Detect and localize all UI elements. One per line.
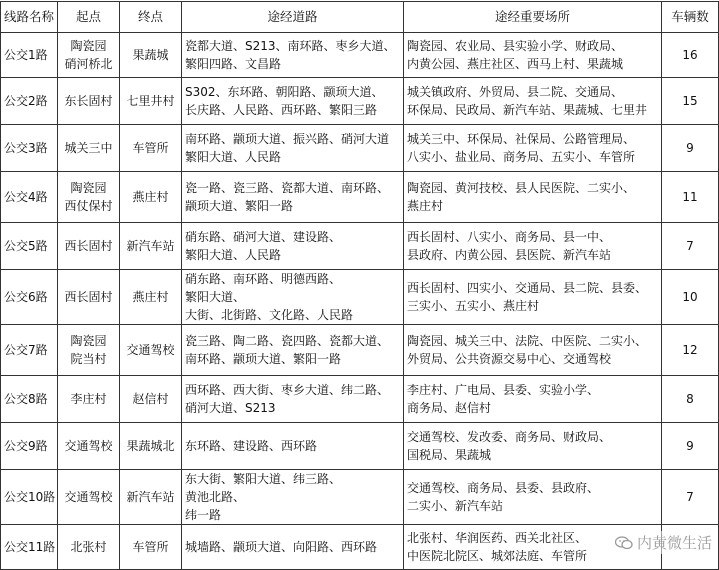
table-row xyxy=(1,125,719,172)
vehicle-count-cell: 12 xyxy=(662,325,719,376)
watermark-text: 内黄微生活 xyxy=(636,534,712,552)
route-name-cell: 公交6路 xyxy=(1,270,58,325)
end-cell: 果蔬城 xyxy=(120,33,182,78)
roads-cell: 瓷一路、瓷三路、瓷都大道、南环路、 颛顼大道、繁阳一路 xyxy=(182,172,404,223)
places-cell: 城关镇政府、外贸局、县二院、交通局、 环保局、民政局、新汽车站、果蔬城、七里井 xyxy=(404,78,662,125)
route-name-cell: 公交8路 xyxy=(1,376,58,423)
table-row xyxy=(1,270,719,325)
roads-cell: 硝东路、南环路、明德西路、繁阳大道、 大街、北街路、文化路、人民路 xyxy=(182,270,404,325)
start-cell: 陶瓷园 西仗保村 xyxy=(58,172,120,223)
end-cell: 赵信村 xyxy=(120,376,182,423)
start-cell: 西长固村 xyxy=(58,270,120,325)
end-cell: 车管所 xyxy=(120,525,182,570)
vehicle-count-cell: 16 xyxy=(662,33,719,78)
table-row xyxy=(1,376,719,423)
vehicle-count-cell: 8 xyxy=(662,376,719,423)
end-cell: 果蔬城北 xyxy=(120,423,182,470)
route-name-cell: 公交11路 xyxy=(1,525,58,570)
roads-cell: 东环路、建设路、西环路 xyxy=(182,423,404,470)
route-name-cell: 公交1路 xyxy=(1,33,58,78)
header-end: 终点 xyxy=(120,2,182,33)
start-cell: 东长固村 xyxy=(58,78,120,125)
watermark xyxy=(612,531,715,554)
roads-cell: 瓷都大道、S213、南环路、枣乡大道、 繁阳四路、文昌路 xyxy=(182,33,404,78)
route-name-cell: 公交5路 xyxy=(1,223,58,270)
places-cell: 交通驾校、发改委、商务局、财政局、 国税局、果蔬城 xyxy=(404,423,662,470)
end-cell: 新汽车站 xyxy=(120,223,182,270)
table-row xyxy=(1,525,719,570)
start-cell: 城关三中 xyxy=(58,125,120,172)
end-cell: 交通驾校 xyxy=(120,325,182,376)
start-cell: 北张村 xyxy=(58,525,120,570)
header-places: 途经重要场所 xyxy=(404,2,662,33)
roads-cell: 南环路、颛顼大道、振兴路、硝河大道 繁阳大道、人民路 xyxy=(182,125,404,172)
vehicle-count-cell: 9 xyxy=(662,423,719,470)
route-name-cell: 公交7路 xyxy=(1,325,58,376)
table-row xyxy=(1,223,719,270)
table-row xyxy=(1,470,719,525)
header-roads: 途经道路 xyxy=(182,2,404,33)
places-cell: 陶瓷园、黄河技校、县人民医院、二实小、 燕庄村 xyxy=(404,172,662,223)
end-cell: 燕庄村 xyxy=(120,172,182,223)
start-cell: 陶瓷园 硝河桥北 xyxy=(58,33,120,78)
table-header-row xyxy=(1,2,719,33)
route-name-cell: 公交9路 xyxy=(1,423,58,470)
roads-cell: 城墙路、颛顼大道、向阳路、西环路 xyxy=(182,525,404,570)
header-start: 起点 xyxy=(58,2,120,33)
start-cell: 交通驾校 xyxy=(58,470,120,525)
roads-cell: 东大街、繁阳大道、纬三路、黄池北路、 纬一路 xyxy=(182,470,404,525)
roads-cell: 西环路、西大街、枣乡大道、纬二路、 硝河大道、S213 xyxy=(182,376,404,423)
places-cell: 北张村、华润医药、西关北社区、 中医院北院区、城郊法庭、车管所 xyxy=(404,525,662,570)
vehicle-count-cell: 9 xyxy=(662,125,719,172)
route-name-cell: 公交10路 xyxy=(1,470,58,525)
places-cell: 西长固村、四实小、交通局、县二院、县委、 三实小、五实小、燕庄村 xyxy=(404,270,662,325)
vehicle-count-cell: 10 xyxy=(662,270,719,325)
table-row xyxy=(1,78,719,125)
places-cell: 城关三中、环保局、社保局、公路管理局、 八实小、盐业局、商务局、五实小、车管所 xyxy=(404,125,662,172)
route-name-cell: 公交3路 xyxy=(1,125,58,172)
bus-routes-table xyxy=(0,1,719,570)
start-cell: 李庄村 xyxy=(58,376,120,423)
roads-cell: 瓷三路、陶二路、瓷四路、瓷都大道、 南环路、颛顼大道、繁阳一路 xyxy=(182,325,404,376)
route-name-cell: 公交2路 xyxy=(1,78,58,125)
places-cell: 西长固村、八实小、商务局、县一中、 县政府、内黄公园、县医院、新汽车站 xyxy=(404,223,662,270)
places-cell: 陶瓷园、城关三中、法院、中医院、二实小、 外贸局、公共资源交易中心、交通驾校 xyxy=(404,325,662,376)
start-cell: 交通驾校 xyxy=(58,423,120,470)
places-cell: 交通驾校、商务局、县委、县政府、 二实小、新汽车站 xyxy=(404,470,662,525)
start-cell: 西长固村 xyxy=(58,223,120,270)
header-route-name: 线路名称 xyxy=(1,2,58,33)
start-cell: 陶瓷园 院当村 xyxy=(58,325,120,376)
wechat-icon xyxy=(615,536,633,550)
table-row xyxy=(1,325,719,376)
end-cell: 燕庄村 xyxy=(120,270,182,325)
table-row xyxy=(1,172,719,223)
route-name-cell: 公交4路 xyxy=(1,172,58,223)
places-cell: 陶瓷园、农业局、县实验小学、财政局、 内黄公园、燕庄社区、西马上村、果蔬城 xyxy=(404,33,662,78)
roads-cell: 硝东路、硝河大道、建设路、 繁阳大道、人民路 xyxy=(182,223,404,270)
header-vehicle-count: 车辆数 xyxy=(662,2,719,33)
vehicle-count-cell: 15 xyxy=(662,78,719,125)
vehicle-count-cell: 11 xyxy=(662,172,719,223)
table-row xyxy=(1,423,719,470)
end-cell: 车管所 xyxy=(120,125,182,172)
vehicle-count-cell: 7 xyxy=(662,470,719,525)
table-row xyxy=(1,33,719,78)
places-cell: 李庄村、广电局、县委、实验小学、 商务局、赵信村 xyxy=(404,376,662,423)
vehicle-count-cell: 7 xyxy=(662,223,719,270)
end-cell: 新汽车站 xyxy=(120,470,182,525)
end-cell: 七里井村 xyxy=(120,78,182,125)
roads-cell: S302、东环路、朝阳路、颛顼大道、 长庆路、人民路、西环路、繁阳三路 xyxy=(182,78,404,125)
